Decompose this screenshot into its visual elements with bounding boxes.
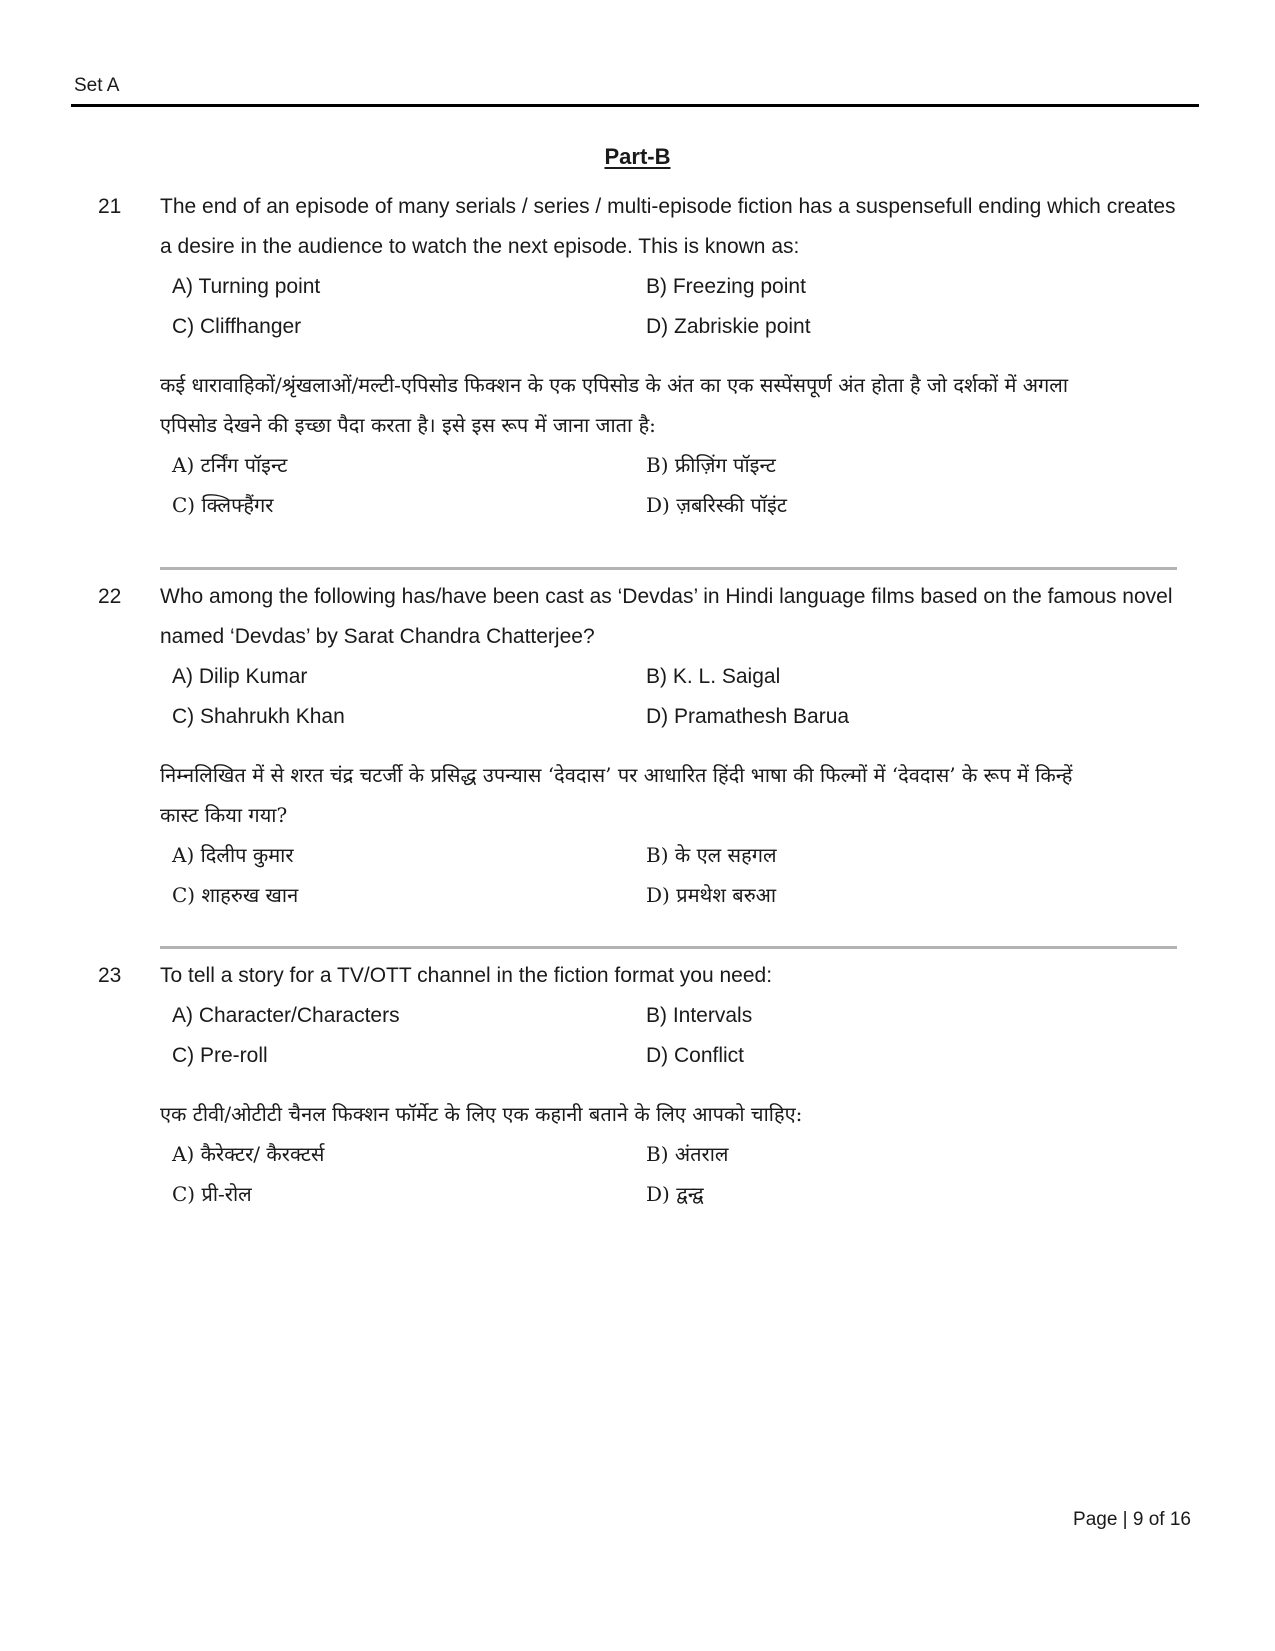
options-en — [172, 996, 1178, 1076]
question-text-en: The end of an episode of many serials / series / multi-episode fiction has a suspensefull ending which creates a desire in the audience to watch the next episode. This is known as: — [160, 195, 1176, 258]
option-a-en: A) Dilip Kumar — [172, 665, 308, 688]
option-a-hi: A) टर्निंग पॉइन्ट — [172, 453, 288, 477]
option-d-hi: D) प्रमथेश बरुआ — [646, 883, 777, 907]
options-hi — [172, 1134, 1178, 1214]
question-body — [160, 577, 1178, 915]
question-text-en: Who among the following has/have been cast as ‘Devdas’ in Hindi language films based on the famous novel named ‘Devdas’ by Sarat Chandra Chatterjee? — [160, 585, 1173, 648]
header-rule — [71, 104, 1199, 107]
option-b-en: B) Intervals — [646, 1004, 753, 1027]
option-d-hi: D) द्वन्द्व — [646, 1182, 704, 1206]
options-en — [172, 657, 1178, 737]
question-text-hi-line-1: एक टीवी/ओटीटी चैनल फिक्शन फॉर्मेट के लिए एक कहानी बताने के लिए आपको चाहिए: — [160, 1102, 803, 1126]
option-a-hi: A) कैरेक्टर/ कैरक्टर्स — [172, 1142, 325, 1166]
option-b-hi: B) के एल सहगल — [646, 843, 777, 867]
option-c-en: C) Cliffhanger — [172, 315, 302, 338]
option-c-hi: C) शाहरुख खान — [172, 883, 299, 907]
option-d-hi: D) ज़बरिस्की पॉइंट — [646, 493, 787, 517]
question-number: 23 — [98, 964, 122, 987]
question-body — [160, 187, 1178, 525]
options-hi — [172, 445, 1178, 525]
option-b-hi: B) अंतराल — [646, 1142, 729, 1166]
option-c-en: C) Shahrukh Khan — [172, 705, 345, 728]
part-title-text: Part-B — [604, 144, 671, 169]
page-number: Page | 9 of 16 — [1073, 1509, 1191, 1530]
question-text-hi-line-1: कई धारावाहिकों/श्रृंखलाओं/मल्टी-एपिसोड फिक्शन के एक एपिसोड के अंत का एक सस्पेंसपूर्ण अंत होता है जो दर्शकों में अगला — [160, 373, 1069, 397]
option-a-en: A) Turning point — [172, 275, 321, 298]
question-text-en: To tell a story for a TV/OTT channel in the fiction format you need: — [160, 964, 773, 987]
set-label: Set A — [74, 75, 120, 96]
option-d-en: D) Conflict — [646, 1044, 745, 1067]
options-hi — [172, 835, 1178, 915]
question-text-hi-line-2: कास्ट किया गया? — [160, 803, 288, 827]
part-title — [0, 142, 1275, 172]
question-text-hi-line-1: निम्नलिखित में से शरत चंद्र चटर्जी के प्रसिद्ध उपन्यास ‘देवदास’ पर आधारित हिंदी भाषा की फिल्मों में ‘देवदास’ के रूप में किन्हें — [160, 763, 1073, 787]
question-separator — [160, 946, 1177, 949]
option-b-en: B) Freezing point — [646, 275, 806, 298]
question-separator — [160, 567, 1177, 570]
option-a-hi: A) दिलीप कुमार — [172, 843, 294, 867]
option-d-en: D) Zabriskie point — [646, 315, 811, 338]
option-c-hi: C) प्री-रोल — [172, 1182, 252, 1206]
option-d-en: D) Pramathesh Barua — [646, 705, 850, 728]
option-c-en: C) Pre-roll — [172, 1044, 268, 1067]
question-number: 21 — [98, 195, 122, 218]
option-c-hi: C) क्लिफ्हैंगर — [172, 493, 274, 517]
question-body — [160, 956, 1178, 1214]
option-a-en: A) Character/Characters — [172, 1004, 400, 1027]
question-number: 22 — [98, 585, 122, 608]
options-en — [172, 267, 1178, 347]
option-b-hi: B) फ्रीज़िंग पॉइन्ट — [646, 453, 776, 477]
question-text-hi-line-2: एपिसोड देखने की इच्छा पैदा करता है। इसे इस रूप में जाना जाता है: — [160, 413, 656, 437]
option-b-en: B) K. L. Saigal — [646, 665, 781, 688]
